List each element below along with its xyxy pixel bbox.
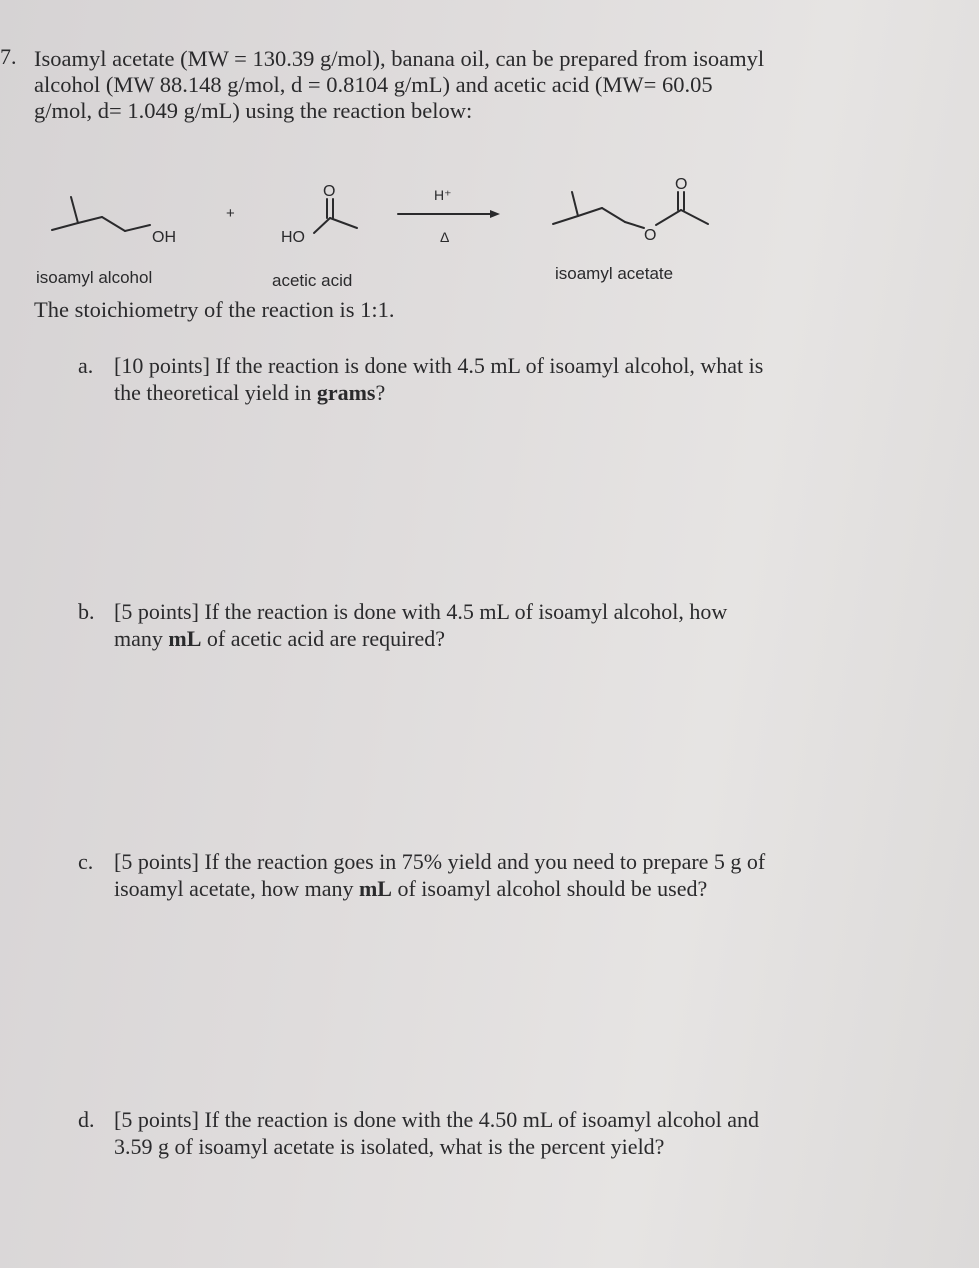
arrow-head (490, 210, 500, 218)
part-c-emphasis: mL (358, 876, 392, 901)
part-c-line-1: [5 points] If the reaction goes in 75% yield and you need to prepare 5 g of (114, 849, 766, 874)
reaction-scheme (0, 170, 979, 310)
acetate-carbonyl-o: O (675, 176, 688, 193)
isoamyl-alcohol-oh-label: OH (152, 229, 176, 246)
intro-line-2: alcohol (MW 88.148 g/mol, d = 0.8104 g/mL) and acetic acid (MW= 60.05 (34, 72, 713, 97)
part-a-line-2: the theoretical yield in grams? (114, 380, 386, 405)
label-acetic-acid: acetic acid (272, 271, 353, 290)
intro-line-1: Isoamyl acetate (MW = 130.39 g/mol), banana oil, can be prepared from isoamyl (34, 46, 765, 71)
part-a-letter: a. (78, 353, 94, 378)
heat-symbol: Δ (440, 229, 450, 245)
acetate-ester-o: O (644, 227, 657, 244)
part-b-line-1: [5 points] If the reaction is done with 4.5 mL of isoamyl alcohol, how (114, 599, 728, 624)
part-c-line-2: isoamyl acetate, how many mL of isoamyl alcohol should be used? (114, 876, 708, 901)
part-a-emphasis: grams (316, 380, 376, 405)
part-a-line-1: [10 points] If the reaction is done with 4.5 mL of isoamyl alcohol, what is (114, 353, 764, 378)
part-b-letter: b. (78, 599, 95, 624)
part-b-emphasis: mL (168, 626, 202, 651)
part-d-line-2: 3.59 g of isoamyl acetate is isolated, what is the percent yield? (114, 1134, 665, 1159)
isoamyl-alcohol-structure (52, 197, 150, 231)
intro-line-3: g/mol, d= 1.049 g/mL) using the reaction below: (34, 98, 473, 123)
label-isoamyl-alcohol: isoamyl alcohol (36, 268, 153, 287)
part-d-line-1: [5 points] If the reaction is done with the 4.50 mL of isoamyl alcohol and (114, 1107, 759, 1132)
acetic-acid-carbonyl-o: O (323, 183, 336, 200)
question-number: 7. (0, 44, 17, 69)
acetic-acid-ho-label: HO (281, 229, 305, 246)
plus-sign: + (226, 205, 235, 222)
label-isoamyl-acetate: isoamyl acetate (555, 264, 674, 283)
question-intro (34, 46, 934, 124)
catalyst-label: H⁺ (434, 187, 452, 203)
isoamyl-acetate-structure (553, 192, 708, 228)
part-b-line-2: many mL of acetic acid are required? (114, 626, 446, 651)
part-c-letter: c. (78, 849, 94, 874)
part-d-letter: d. (78, 1107, 95, 1132)
reaction-scheme-drawing (0, 170, 979, 310)
stoichiometry-note: The stoichiometry of the reaction is 1:1. (34, 297, 395, 322)
acetic-acid-structure (314, 199, 357, 233)
